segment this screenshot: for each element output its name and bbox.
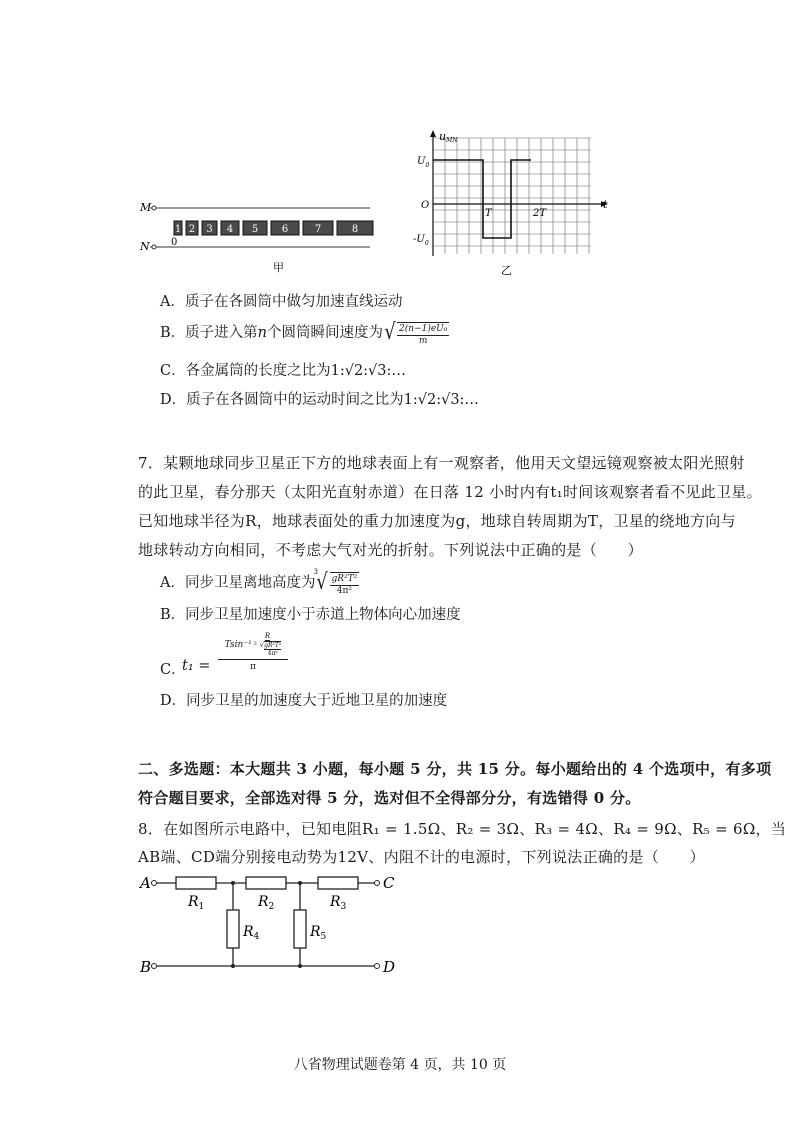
q7-option-d: D．同步卫星的加速度大于近地卫星的加速度 [160,693,448,709]
terminal-n [152,245,156,249]
q6-option-c: C．各金属筒的长度之比为1:√2:√3:… [160,363,406,379]
q6-option-b: B．质子进入第n个圆筒瞬间速度为 √ $\frac{\text{2(n−1)eU₀}}{m}$ [160,320,448,346]
sqrt-expression: √ $\frac{\text{2(n−1)eU₀}}{m}$ [384,320,448,346]
c-fraction: Tsin⁻¹ R 3 √ $\frac{\text{gR²T²}}{\text{4π²}}$ π [218,632,288,672]
drift-tube-label: 8 [351,224,359,235]
section2-line2: 符合题目要求，全部选对得 5 分，选对但不全得部分分，有选错得 0 分。 [138,789,641,807]
circuit-diagram [140,870,410,980]
q6-option-d: D．质子在各圆筒中的运动时间之比为1:√2:√3:… [160,392,479,408]
label-b: B [140,958,152,976]
terminal-b [152,964,157,969]
graph-u0-label: $U_0$ [417,156,430,169]
cube-root-expression: 3 √ $\frac{\text{gR²T²}}{\text{4π²}}$ [313,568,358,596]
node-1-bottom [231,964,235,968]
q7-option-c: C． t₁ = Tsin⁻¹ R 3 √ $\frac{\text{gR²T²}}{\text{4π²}}$ π [160,632,360,682]
resistor-r5 [294,910,306,948]
label-d: D [383,958,396,976]
graph-2t-label: 2T [533,208,547,219]
label-r1: $R_1$ [188,894,205,912]
graph-neg-u0-label: $-U_0$ [413,234,429,247]
node-2-top [298,881,302,885]
tubes-group [174,221,373,235]
q7-stem-line3: 已知地球半径为R，地球表面处的重力加速度为g，地球自转周期为T，卫星的绕地方向与 [138,512,736,530]
resistor-r2 [246,877,286,889]
terminal-d [375,964,380,969]
graph-origin: O [421,200,430,211]
q7-stem-line2: 的此卫星，春分那天（太阳光直射赤道）在日落 12 小时内有t₁时间该观察者看不见此卫星。 [138,483,762,501]
graph-taxis-label: t [603,198,608,211]
q6-option-a: A．质子在各圆筒中做匀加速直线运动 [160,294,403,310]
q7-stem-line1: 7．某颗地球同步卫星正下方的地球表面上有一观察者，他用天文望远镜观察被太阳光照射 [138,454,745,472]
terminal-m [152,206,156,210]
graph-t-label: T [485,208,492,219]
label-c: C [383,874,395,892]
resistor-r3 [318,877,358,889]
drift-tube-label: 6 [281,224,289,235]
q7-option-a: A．同步卫星离地高度为 3 √ $\frac{\text{gR²T²}}{\text{4π²}}$ [160,568,358,596]
label-a: A [140,874,151,892]
q7-option-b: B．同步卫星加速度小于赤道上物体向心加速度 [160,607,461,623]
drift-tube-label: 7 [314,224,322,235]
q8-stem-line2: AB端、CD端分别接电动势为12V、内阻不计的电源时，下列说法正确的是（ ） [138,848,705,866]
node-2-bottom [298,964,302,968]
resistor-r4 [227,910,239,948]
graph-grid [433,138,591,254]
drift-tube-label: 3 [206,224,213,235]
drift-tube-label: 4 [226,224,234,235]
section2-line1: 二、多选题：本大题共 3 小题，每小题 5 分，共 15 分。每小题给出的 4 个选项中，有多项 [138,760,772,778]
drift-tube-label: 1 [174,224,182,235]
tube-zero-label: 0 [171,237,178,248]
caption-jia: 甲 [273,261,284,274]
label-r4: $R_4$ [243,924,260,942]
voltage-graph [415,128,615,278]
label-m: M [140,201,152,214]
label-n: N [140,240,150,253]
q7-stem-line4: 地球转动方向相同，不考虑大气对光的折射。下列说法中正确的是（ ） [138,541,643,559]
square-wave [433,160,531,238]
label-r2: $R_2$ [258,894,275,912]
label-r5: $R_5$ [310,924,327,942]
terminal-a [152,881,157,886]
drift-tube-label: 5 [251,224,259,235]
graph-ylabel: uMN [439,130,458,144]
q8-stem-line1: 8．在如图所示电路中，已知电阻R₁ = 1.5Ω、R₂ = 3Ω、R₃ = 4Ω、R₄ = 9Ω、R₅ = 6Ω，当 [138,820,787,838]
y-axis-arrow [430,130,436,137]
drift-tube-label: 2 [188,224,196,235]
drift-tube-figure [140,195,380,275]
page-footer: 八省物理试题卷第 4 页，共 10 页 [293,1057,507,1073]
label-r3: $R_3$ [330,894,347,912]
node-1-top [231,881,235,885]
caption-yi: 乙 [501,264,512,277]
resistor-r1 [176,877,216,889]
terminal-c [375,881,380,886]
